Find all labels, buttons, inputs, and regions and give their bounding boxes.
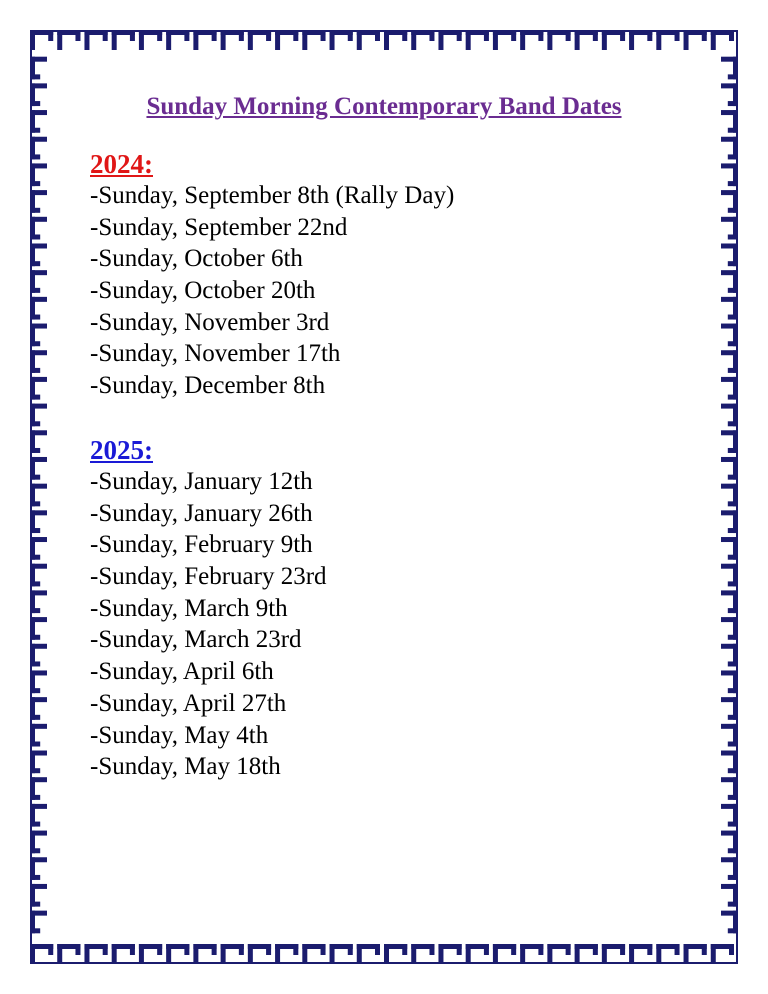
date-item: -Sunday, October 20th <box>90 277 316 305</box>
date-list-2025 <box>90 466 710 783</box>
year-heading-2024: 2024: <box>90 149 153 179</box>
date-item: -Sunday, September 22nd <box>90 213 348 241</box>
date-item: -Sunday, October 6th <box>90 245 303 273</box>
date-item: -Sunday, February 23rd <box>90 563 327 591</box>
year-heading-2025: 2025: <box>90 435 153 465</box>
section-2024 <box>90 148 710 402</box>
date-list-2024 <box>90 180 710 402</box>
date-item: -Sunday, April 6th <box>90 658 274 686</box>
date-item: -Sunday, April 27th <box>90 689 287 717</box>
date-item: -Sunday, March 9th <box>90 594 288 622</box>
date-item: -Sunday, March 23rd <box>90 626 302 654</box>
date-item: -Sunday, November 17th <box>90 340 341 368</box>
section-2025 <box>90 434 710 783</box>
date-item: -Sunday, May 18th <box>90 753 281 781</box>
date-item: -Sunday, January 26th <box>90 499 313 527</box>
page-title: Sunday Morning Contemporary Band Dates <box>146 93 622 120</box>
date-item: -Sunday, November 3rd <box>90 308 330 336</box>
date-item: -Sunday, December 8th <box>90 372 326 400</box>
date-item: -Sunday, September 8th (Rally Day) <box>90 182 455 209</box>
date-item: -Sunday, May 4th <box>90 721 269 749</box>
date-item: -Sunday, February 9th <box>90 531 313 559</box>
date-item: -Sunday, January 12th <box>90 468 313 495</box>
